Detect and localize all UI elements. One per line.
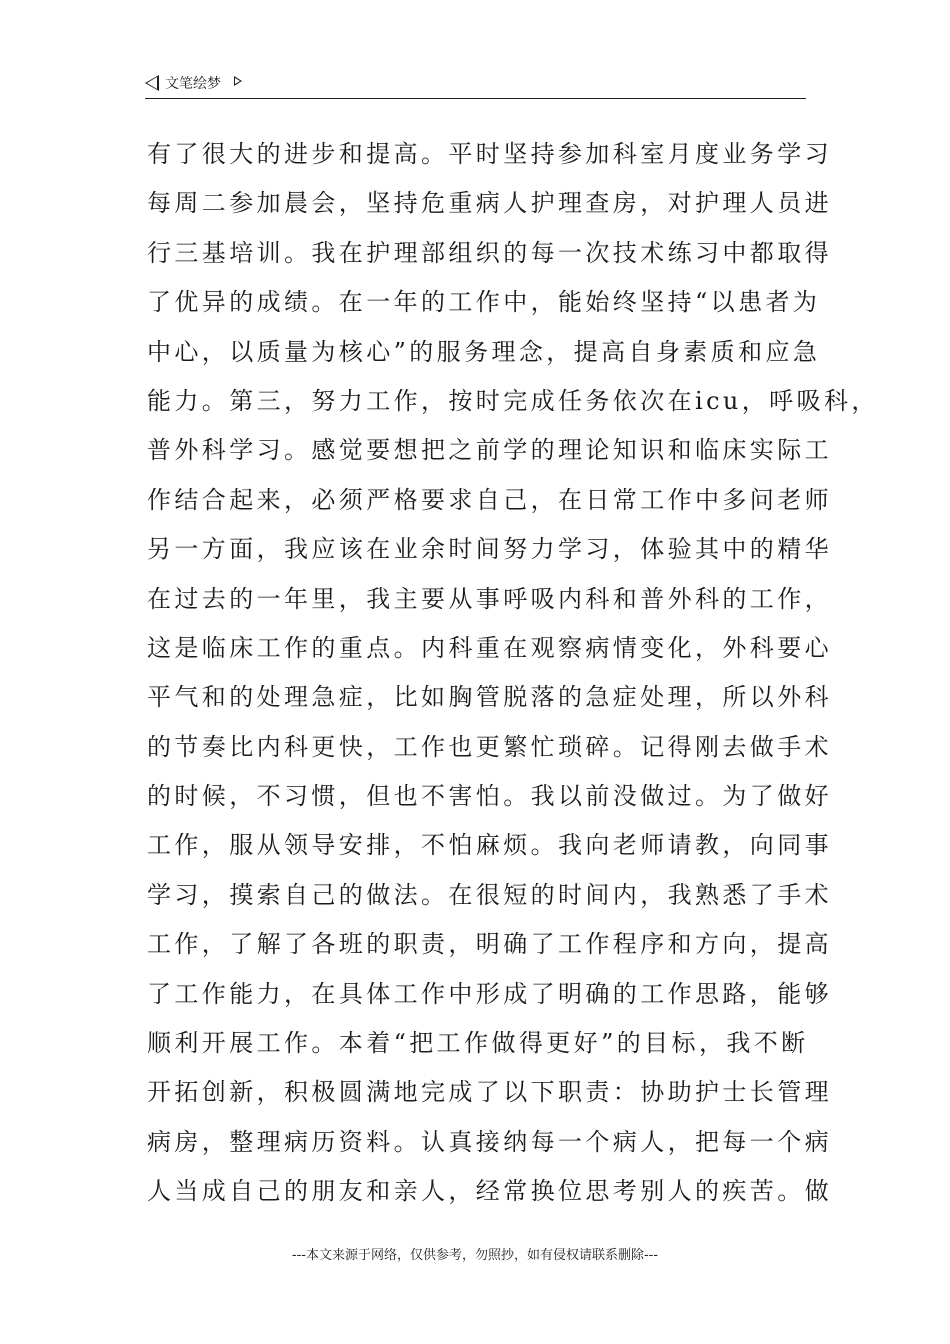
text-line: 作结合起来，必须严格要求自己，在日常工作中多问老师 <box>147 485 832 514</box>
page-footer: ---本文来源于网络，仅供参考，勿照抄，如有侵权请联系删除--- <box>291 1248 659 1263</box>
text-line: 每周二参加晨会，坚持危重病人护理查房，对护理人员进 <box>147 189 832 218</box>
text-line: 中心，以质量为核心”的服务理念，提高自身素质和应急 <box>147 337 821 366</box>
triangle-right-icon <box>234 76 242 86</box>
text-line: 能力。第三，努力工作，按时完成任务依次在icu，呼吸科， <box>147 386 879 415</box>
document-body <box>147 130 879 1217</box>
text-line: 在过去的一年里，我主要从事呼吸内科和普外科的工作， <box>147 584 832 613</box>
text-line: 有了很大的进步和提高。平时坚持参加科室月度业务学习 <box>147 140 832 168</box>
text-line: 人当成自己的朋友和亲人，经常换位思考别人的疾苦。做 <box>147 1177 832 1206</box>
triangle-left-icon <box>145 75 159 91</box>
text-line: 平气和的处理急症，比如胸管脱落的急症处理，所以外科 <box>147 683 832 712</box>
text-line: 这是临床工作的重点。内科重在观察病情变化，外科要心 <box>147 633 832 662</box>
text-line: 另一方面，我应该在业余时间努力学习，体验其中的精华 <box>147 535 832 564</box>
text-line: 普外科学习。感觉要想把之前学的理论知识和临床实际工 <box>147 436 832 465</box>
text-line: 工作，了解了各班的职责，明确了工作程序和方向，提高 <box>147 930 832 959</box>
text-line: 的节奏比内科更快，工作也更繁忙琐碎。记得刚去做手术 <box>147 732 832 761</box>
text-line: 顺利开展工作。本着“把工作做得更好”的目标，我不断 <box>147 1029 809 1058</box>
text-line: 了工作能力，在具体工作中形成了明确的工作思路，能够 <box>147 979 832 1008</box>
text-line: 开拓创新，积极圆满地完成了以下职责：协助护士长管理 <box>147 1078 832 1107</box>
text-line: 学习，摸索自己的做法。在很短的时间内，我熟悉了手术 <box>147 880 832 909</box>
text-line: 的时候，不习惯，但也不害怕。我以前没做过。为了做好 <box>147 782 832 811</box>
header-title: 文笔绘梦 <box>165 76 221 92</box>
text-line: 行三基培训。我在护理部组织的每一次技术练习中都取得 <box>147 238 832 267</box>
text-line: 工作，服从领导安排，不怕麻烦。我向老师请教，向同事 <box>147 831 832 860</box>
page-header <box>145 72 806 99</box>
text-line: 病房，整理病历资料。认真接纳每一个病人，把每一个病 <box>147 1127 832 1156</box>
text-line: 了优异的成绩。在一年的工作中，能始终坚持“以患者为 <box>147 288 821 317</box>
